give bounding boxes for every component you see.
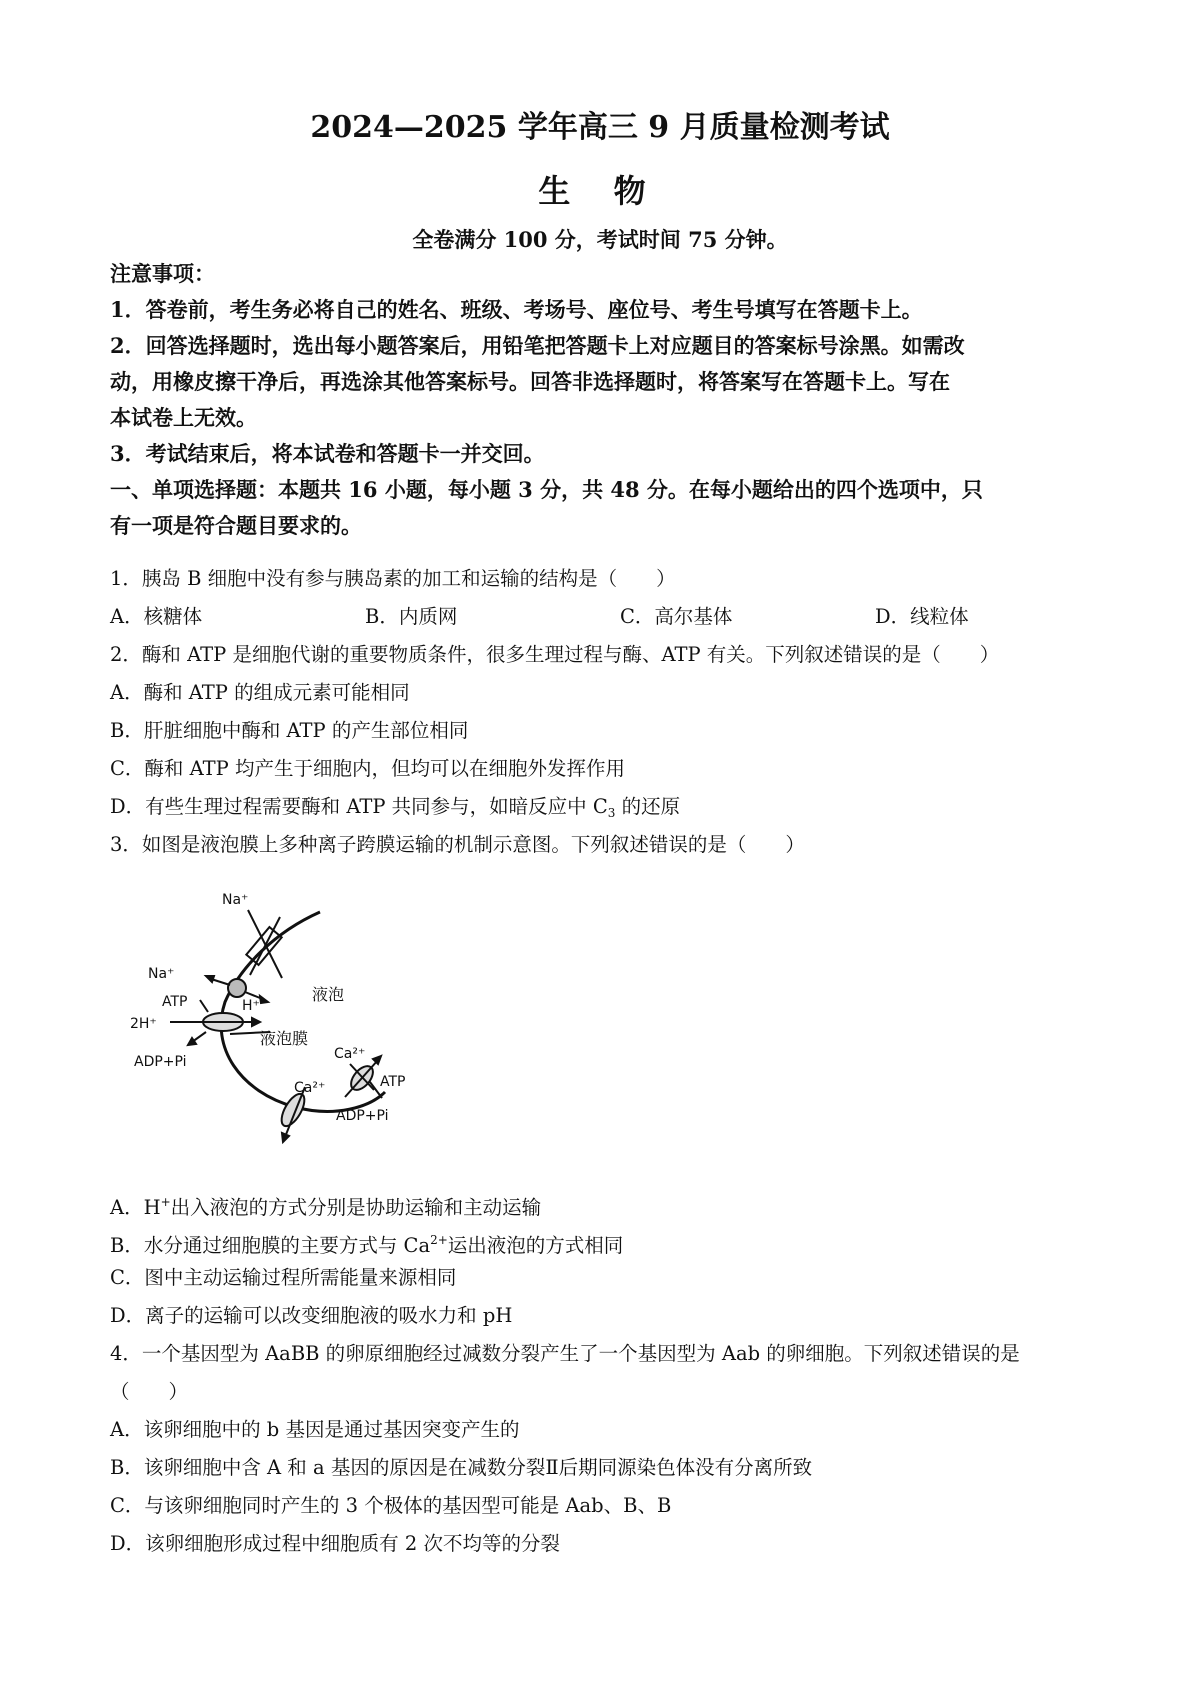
notice-item-2-line-3: 本试卷上无效。 (110, 405, 257, 430)
question-2-option-c: C．酶和 ATP 均产生于细胞内，但均可以在细胞外发挥作用 (110, 757, 625, 780)
question-4-option-b: B．该卵细胞中含 A 和 a 基因的原因是在减数分裂Ⅱ后期同源染色体没有分离所致 (110, 1456, 813, 1479)
subject-title: 生 物 (538, 172, 662, 210)
question-1-option-b: B．内质网 (365, 605, 458, 628)
question-3-options (110, 1183, 1100, 1335)
question-3-stem: 3．如图是液泡膜上多种离子跨膜运输的机制示意图。下列叙述错误的是（ ） (110, 833, 805, 856)
label-ca-mid: Ca²⁺ (294, 1080, 326, 1096)
question-1-option-c: C．高尔基体 (620, 605, 733, 628)
label-ca-right: Ca²⁺ (334, 1046, 366, 1062)
question-2-stem: 2．酶和 ATP 是细胞代谢的重要物质条件，很多生理过程与酶、ATP 有关。下列叙述错误的是（ ） (110, 643, 1000, 666)
question-1-stem: 1．胰岛 B 细胞中没有参与胰岛素的加工和运输的结构是（ ） (110, 567, 676, 590)
label-atp-right: ATP (380, 1074, 406, 1090)
score-time-info: 全卷满分 100 分，考试时间 75 分钟。 (412, 227, 788, 252)
question-3-option-d: D．离子的运输可以改变细胞液的吸水力和 pH (110, 1304, 513, 1327)
question-2 (110, 636, 1100, 864)
question-4-option-c: C．与该卵细胞同时产生的 3 个极体的基因型可能是 Aab、B、B (110, 1494, 672, 1517)
label-h-plus: H⁺ (242, 998, 260, 1014)
notice-item-2-line-2: 动，用橡皮擦干净后，再选涂其他答案标号。回答非选择题时，将答案写在答题卡上。写在 (110, 369, 950, 394)
label-adp-left: ADP+Pi (134, 1054, 187, 1070)
label-membrane: 液泡膜 (260, 1029, 309, 1048)
question-4-stem-line-2: （ ） (110, 1380, 189, 1403)
question-2-option-b: B．肝脏细胞中酶和 ATP 的产生部位相同 (110, 719, 469, 742)
exam-title: 2024—2025 学年高三 9 月质量检测考试 (310, 110, 890, 145)
section-heading-line-1: 一、单项选择题：本题共 16 小题，每小题 3 分，共 48 分。在每小题给出的四个选项中，只 (110, 477, 983, 502)
question-2-option-a: A．酶和 ATP 的组成元素可能相同 (110, 681, 410, 704)
question-1-option-a: A．核糖体 (110, 605, 203, 628)
question-4 (110, 1335, 1100, 1563)
label-na-left: Na⁺ (148, 966, 175, 982)
question-1 (110, 560, 1100, 636)
notice-item-3: 3．考试结束后，将本试卷和答题卡一并交回。 (110, 441, 545, 466)
question-4-option-a: A．该卵细胞中的 b 基因是通过基因突变产生的 (110, 1418, 520, 1441)
label-adp-right: ADP+Pi (336, 1108, 389, 1124)
question-4-stem-line-1: 4．一个基因型为 AaBB 的卵原细胞经过减数分裂产生了一个基因型为 Aab 的卵细胞。下列叙述错误的是 (110, 1342, 1020, 1365)
label-atp-left: ATP (162, 994, 188, 1010)
notice-item-1: 1．答卷前，考生务必将自己的姓名、班级、考场号、座位号、考生号填写在答题卡上。 (110, 297, 923, 322)
notice-item-2-line-1: 2．回答选择题时，选出每小题答案后，用铅笔把答题卡上对应题目的答案标号涂黑。如需改 (110, 333, 965, 358)
label-vacuole: 液泡 (312, 985, 345, 1004)
label-na-top: Na⁺ (222, 892, 249, 908)
question-3-option-c: C．图中主动运输过程所需能量来源相同 (110, 1266, 457, 1289)
notice-heading: 注意事项： (110, 261, 215, 286)
question-1-options (110, 598, 1100, 636)
vacuole-membrane-diagram (130, 882, 470, 1152)
question-3-option-b: B．水分通过细胞膜的主要方式与 $Ca^{2+}$运出液泡的方式相同 (110, 1233, 624, 1257)
notice-section (110, 256, 1100, 544)
question-1-option-d: D．线粒体 (875, 605, 969, 628)
section-heading-line-2: 有一项是符合题目要求的。 (110, 513, 362, 538)
label-2h-plus: 2H⁺ (130, 1016, 157, 1032)
question-3-option-a: A．H+出入液泡的方式分别是协助运输和主动运输 (110, 1195, 542, 1219)
question-4-option-d: D．该卵细胞形成过程中细胞质有 2 次不均等的分裂 (110, 1532, 560, 1555)
question-2-option-d: D．有些生理过程需要酶和 ATP 共同参与，如暗反应中 $C_3$ 的还原 (110, 795, 681, 820)
